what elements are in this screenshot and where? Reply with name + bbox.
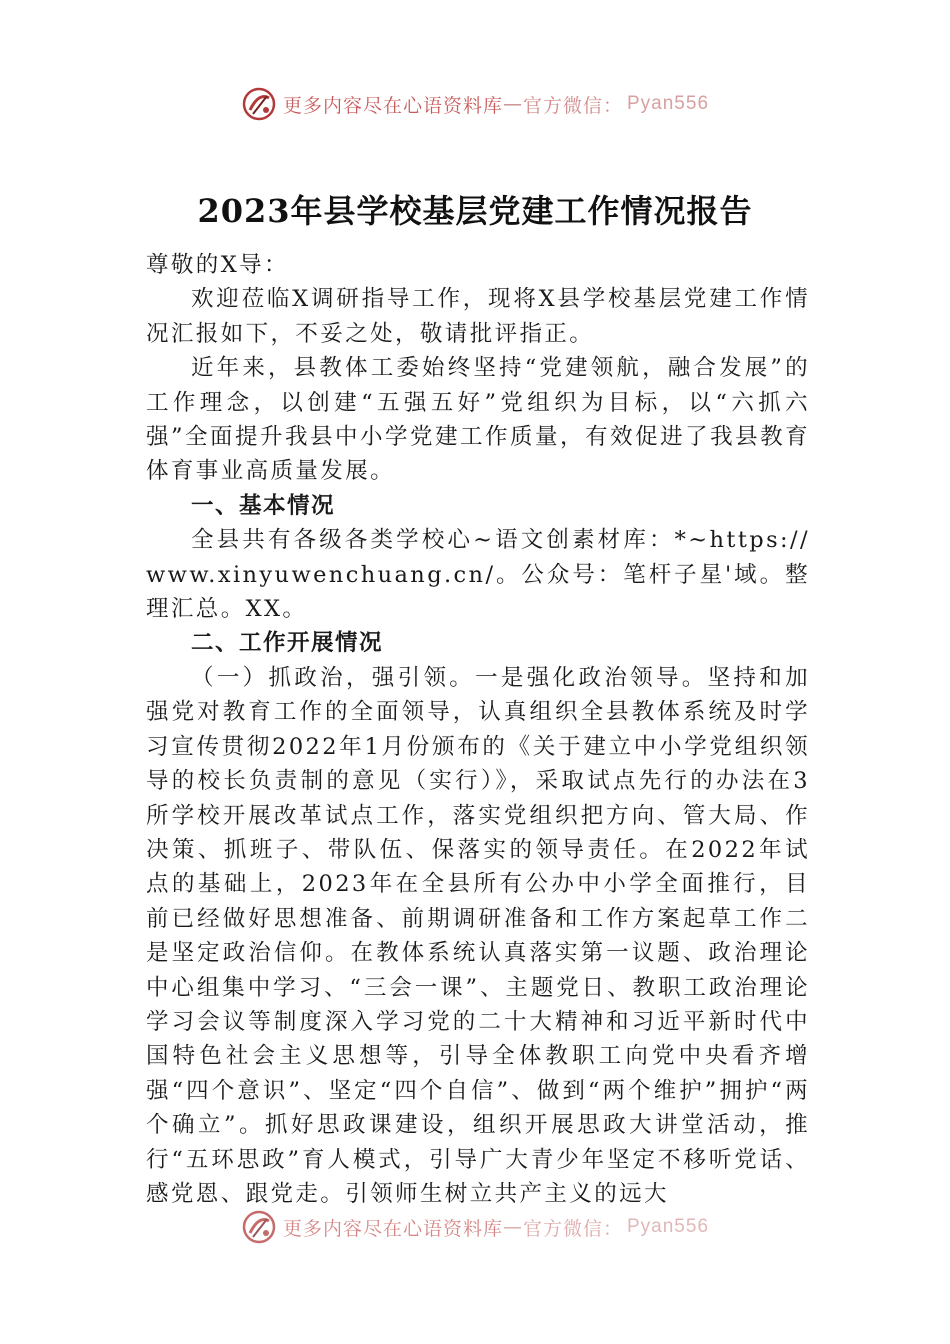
salutation: 尊敬的X导： — [146, 252, 289, 278]
paragraph-intro: 欢迎莅临X调研指导工作，现将X县学校基层党建工作情况汇报如下，不妥之处，敬请批评指正。 — [146, 286, 810, 347]
paragraph-work-1: （一）抓政治，强引领。一是强化政治领导。坚持和加强党对教育工作的全面领导，认真组织全县教体系统及时学习宣传贯彻2022年1月份颁布的《关于建立中小学党组织领导的校长负责制的意见（实行）》，采取试点先行的办法在3所学校开展改革试点工作，落实党组织把方向、管大局、作决策、抓班子、带队伍、保落实的领导责任。在2022年试点的基础上，2023年在全县所有公办中小学全面推行，目前已经做好思想准备、前期调研准备和工作方案起草工作二是坚定政治信仰。在教体系统认真落实第一议题、政治理论中心组集中学习、“三会一课”、主题党日、教职工政治理论学习会议等制度深入学习党的二十大精神和习近平新时代中国特色社会主义思想等，引导全体教职工向党中央看齐增强“四个意识”、坚定“四个自信”、做到“两个维护”拥护“两个确立”。抓好思政课建设，组织开展思政大讲堂活动，推行“五环思政”育人模式，引导广大青少年坚定不移听党话、感党恩、跟党走。引领师生树立共产主义的远大 — [146, 664, 810, 1207]
watermark-text: 更多内容尽在心语资料库 — [282, 1217, 503, 1240]
paragraph-overview: 近年来，县教体工委始终坚持“党建领航，融合发展”的工作理念，以创建“五强五好”党组织为目标，以“六抓六强”全面提升我县中小学党建工作质量，有效促进了我县教育体育事业高质量发展。 — [146, 355, 810, 485]
watermark-text: 更多内容尽在心语资料库 — [282, 94, 503, 117]
watermark-footer — [0, 1207, 950, 1247]
section-heading-work: 二、工作开展情况 — [191, 630, 384, 657]
document-title: 2023年县学校基层党建工作情况报告 — [197, 192, 753, 230]
watermark-wechat-id: Pyan556 — [627, 1216, 710, 1237]
watermark-logo-icon — [241, 86, 277, 122]
watermark-separator: — — [502, 93, 523, 115]
section-heading-basic: 一、基本情况 — [191, 492, 336, 519]
document-body — [146, 248, 810, 1211]
watermark-separator: — — [502, 1216, 523, 1238]
watermark-wechat-id: Pyan556 — [627, 93, 710, 114]
watermark-wechat-label: 官方微信： — [522, 1217, 623, 1240]
watermark-header — [0, 84, 950, 124]
watermark-logo-icon — [241, 1209, 277, 1245]
watermark-wechat-label: 官方微信： — [522, 94, 623, 117]
paragraph-basic-info: 全县共有各级各类学校心~语文创素材库：*~https://www.xinyuwenchuang.cn/。公众号：笔杆子星'域。整理汇总。XX。 — [146, 527, 810, 623]
